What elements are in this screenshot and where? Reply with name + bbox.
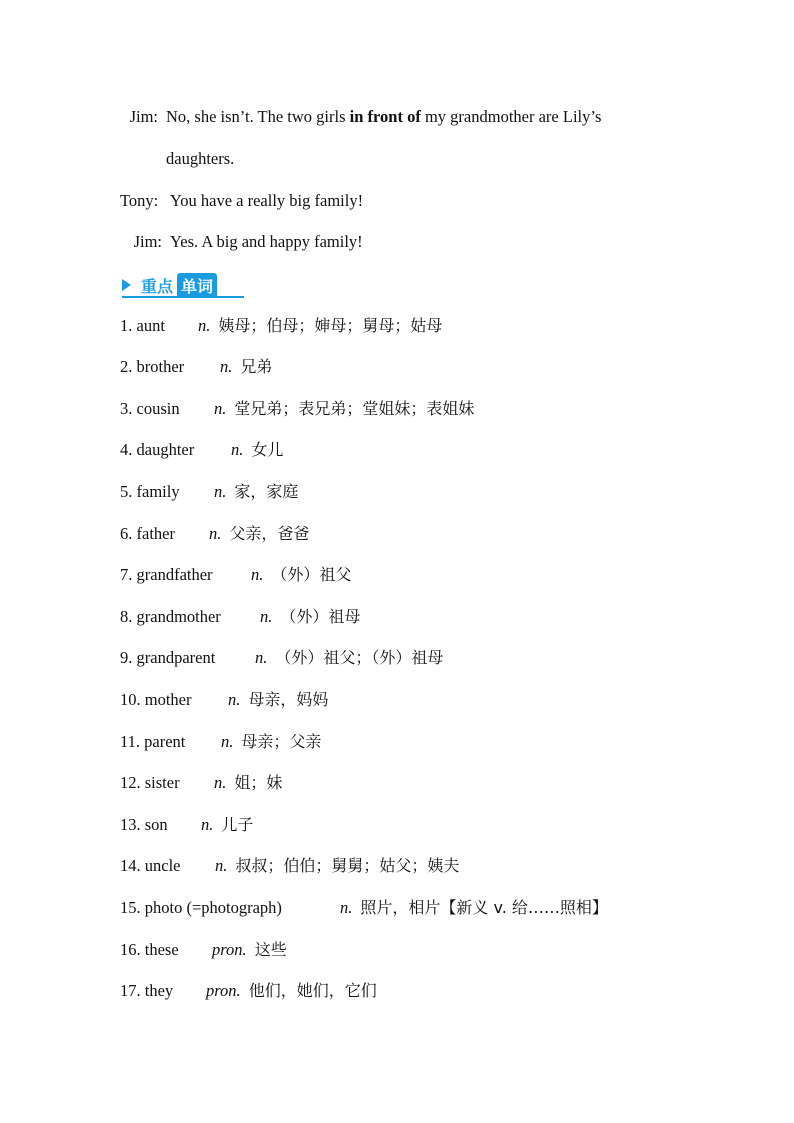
text-segment: No, she isn’t. The two girls bbox=[166, 107, 350, 126]
part-of-speech: pron. bbox=[206, 981, 241, 1000]
vocab-definition bbox=[221, 732, 321, 752]
vocab-definition bbox=[214, 399, 474, 419]
meaning: 兄弟 bbox=[240, 357, 273, 376]
meaning: 他们，她们，它们 bbox=[248, 981, 377, 1000]
vocab-word: 9. grandparent bbox=[120, 648, 216, 667]
meaning: 家，家庭 bbox=[234, 482, 299, 501]
vocab-definition bbox=[340, 898, 608, 918]
vocab-definition bbox=[251, 565, 351, 585]
vocab-word: 13. son bbox=[120, 815, 168, 834]
meaning: 照片，相片【新义 v. 给……照相】 bbox=[360, 898, 608, 917]
vocab-word: 4. daughter bbox=[120, 440, 195, 459]
meaning: 母亲；父亲 bbox=[241, 732, 322, 751]
meaning: 父亲，爸爸 bbox=[229, 524, 310, 543]
vocab-word: 2. brother bbox=[120, 357, 185, 376]
vocab-word: 15. photo (=photograph) bbox=[120, 898, 282, 917]
part-of-speech: n. bbox=[231, 440, 244, 459]
vocab-definition bbox=[231, 440, 283, 460]
vocab-word: 12. sister bbox=[120, 773, 180, 792]
vocab-definition bbox=[209, 524, 309, 544]
text-segment: my grandmother are Lily’s bbox=[420, 107, 602, 126]
part-of-speech: n. bbox=[214, 482, 227, 501]
part-of-speech: n. bbox=[220, 357, 233, 376]
vocab-word: 8. grandmother bbox=[120, 607, 221, 626]
dialogue-text bbox=[166, 107, 601, 127]
part-of-speech: n. bbox=[260, 607, 273, 626]
speaker-jim: Jim: bbox=[129, 107, 158, 126]
section-underline bbox=[122, 296, 244, 298]
vocab-word: 17. they bbox=[120, 981, 174, 1000]
meaning: 女儿 bbox=[251, 440, 284, 459]
vocab-word: 7. grandfather bbox=[120, 565, 213, 584]
speaker-tony: Tony: bbox=[120, 191, 159, 210]
meaning: 姨母；伯母；婶母；舅母；姑母 bbox=[218, 316, 443, 335]
vocab-word: 16. these bbox=[120, 940, 179, 959]
part-of-speech: n. bbox=[214, 399, 227, 418]
vocab-definition bbox=[215, 856, 459, 876]
part-of-speech: n. bbox=[340, 898, 353, 917]
vocab-definition bbox=[255, 648, 443, 668]
section-label-primary: 重点 bbox=[141, 276, 174, 296]
part-of-speech: n. bbox=[209, 524, 222, 543]
part-of-speech: n. bbox=[214, 773, 227, 792]
vocab-definition bbox=[214, 773, 282, 793]
vocab-word: 11. parent bbox=[120, 732, 186, 751]
vocab-definition bbox=[260, 607, 360, 627]
vocab-word: 14. uncle bbox=[120, 856, 181, 875]
vocab-word: 5. family bbox=[120, 482, 180, 501]
meaning: 儿子 bbox=[221, 815, 254, 834]
vocab-word: 6. father bbox=[120, 524, 175, 543]
vocab-definition bbox=[214, 482, 298, 502]
meaning: （外）祖父；（外）祖母 bbox=[275, 648, 444, 667]
vocab-word: 1. aunt bbox=[120, 316, 165, 335]
triangle-icon bbox=[122, 279, 131, 291]
part-of-speech: n. bbox=[251, 565, 264, 584]
meaning: （外）祖母 bbox=[280, 607, 361, 626]
vocab-definition bbox=[220, 357, 272, 377]
speaker-jim: Jim: bbox=[133, 232, 162, 251]
vocab-word: 3. cousin bbox=[120, 399, 180, 418]
dialogue-text: daughters. bbox=[166, 149, 235, 168]
part-of-speech: n. bbox=[221, 732, 234, 751]
meaning: 母亲，妈妈 bbox=[248, 690, 329, 709]
meaning: 姐；妹 bbox=[234, 773, 283, 792]
part-of-speech: pron. bbox=[212, 940, 247, 959]
part-of-speech: n. bbox=[228, 690, 241, 709]
vocab-definition bbox=[212, 940, 287, 960]
vocab-definition bbox=[206, 981, 377, 1001]
dialogue-text: Yes. A big and happy family! bbox=[170, 232, 363, 251]
vocab-definition bbox=[201, 815, 253, 835]
part-of-speech: n. bbox=[255, 648, 268, 667]
meaning: 这些 bbox=[254, 940, 287, 959]
section-label-highlight: 单词 bbox=[177, 273, 217, 298]
vocab-definition bbox=[198, 316, 442, 336]
section-heading bbox=[122, 272, 217, 298]
meaning: （外）祖父 bbox=[271, 565, 352, 584]
part-of-speech: n. bbox=[201, 815, 214, 834]
meaning: 叔叔；伯伯；舅舅；姑父；姨夫 bbox=[235, 856, 460, 875]
bold-phrase: in front of bbox=[349, 107, 421, 126]
vocab-definition bbox=[228, 690, 328, 710]
vocab-word: 10. mother bbox=[120, 690, 192, 709]
part-of-speech: n. bbox=[198, 316, 211, 335]
meaning: 堂兄弟；表兄弟；堂姐妹；表姐妹 bbox=[234, 399, 475, 418]
part-of-speech: n. bbox=[215, 856, 228, 875]
dialogue-text: You have a really big family! bbox=[170, 191, 364, 210]
